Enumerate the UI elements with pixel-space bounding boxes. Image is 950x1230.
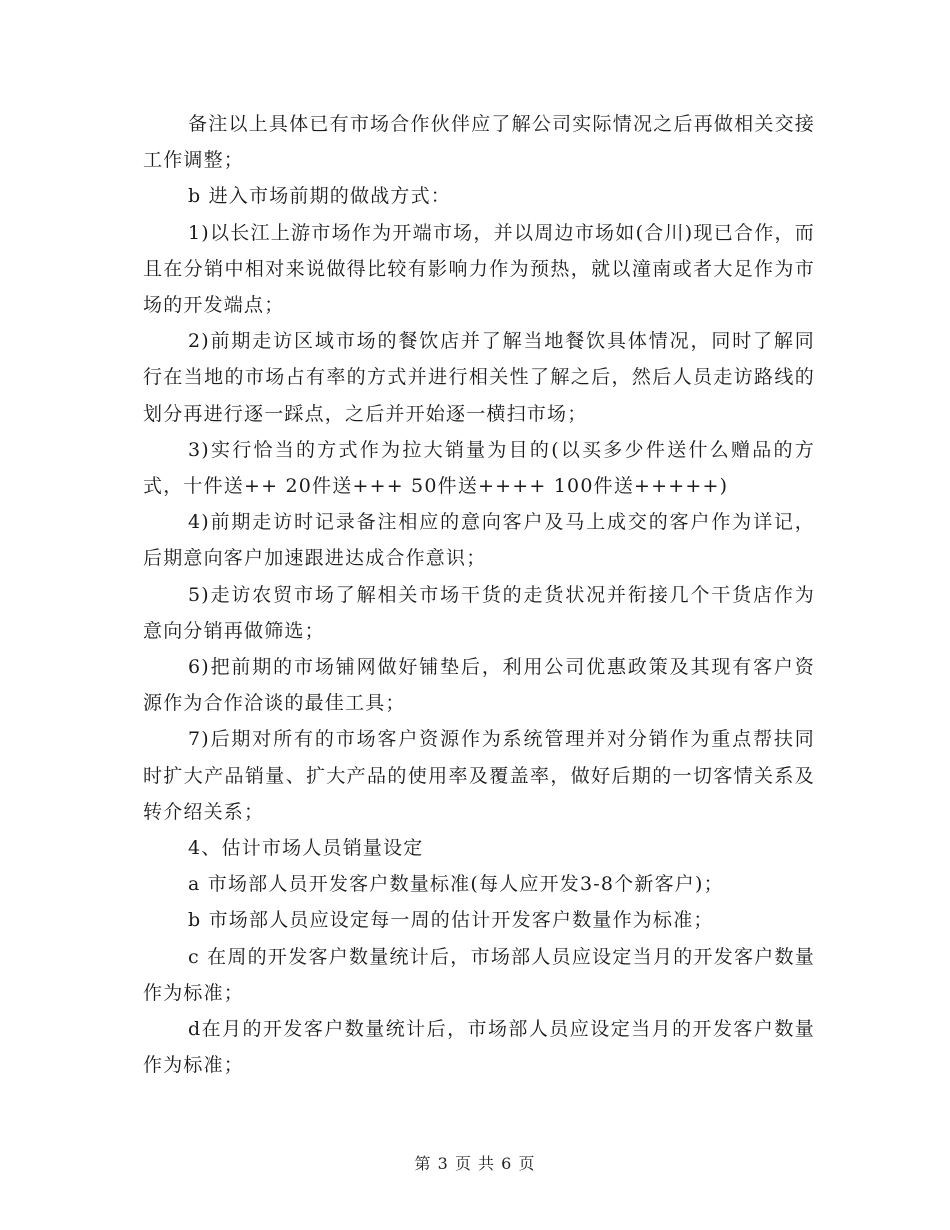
paragraph-2-visit-restaurants: 2)前期走访区域市场的餐饮店并了解当地餐饮具体情况，同时了解同行在当地的市场占有率的方式并进行相关性了解之后，然后人员走访路线的划分再进行逐一踩点，之后并开始逐一横扫市场；: [143, 330, 815, 425]
footer-prefix: 第: [414, 1154, 432, 1173]
paragraph-b-weekly-target: b 市场部人员应设定每一周的估计开发客户数量作为标准；: [188, 909, 714, 932]
paragraph-c-monthly-target: c 在周的开发客户数量统计后，市场部人员应设定当月的开发客户数量作为标准；: [143, 945, 815, 1004]
page-number-footer: [0, 1152, 950, 1176]
footer-page-label: 页: [454, 1154, 472, 1173]
paragraph-1-starting-market: 1)以长江上游市场作为开端市场，并以周边市场如(合川)现已合作，而且在分销中相对来说做得比较有影响力作为预热，就以潼南或者大足作为市场的开发端点；: [143, 221, 815, 317]
paragraph-3-promotion-method: 3)实行恰当的方式作为拉大销量为目的(以买多少件送什么赠品的方式，十件送++ 20件送+++ 50件送++++ 100件送+++++): [143, 438, 815, 498]
paragraph-5-farmers-market: 5)走访农贸市场了解相关市场干货的走货状况并衔接几个干货店作为意向分销再做筛选；: [143, 583, 815, 642]
paragraph-a-customer-standard: a 市场部人员开发客户数量标准(每人应开发3-8个新客户)；: [188, 873, 724, 896]
section-heading-sales-targets: 4、估计市场人员销量设定: [188, 837, 424, 860]
footer-total-label: 页: [518, 1154, 536, 1173]
footer-current-page: 3: [437, 1154, 449, 1173]
footer-total-prefix: 共: [478, 1154, 496, 1173]
paragraph-6-market-network: 6)把前期的市场铺网做好铺垫后，利用公司优惠政策及其现有客户资源作为合作洽谈的最佳工具；: [143, 656, 815, 715]
document-body: [143, 106, 815, 1083]
paragraph-note-handover: 备注以上具体已有市场合作伙伴应了解公司实际情况之后再做相关交接工作调整；: [143, 113, 815, 172]
paragraph-7-system-management: 7)后期对所有的市场客户资源作为系统管理并对分销作为重点帮扶同时扩大产品销量、扩大产品的使用率及覆盖率，做好后期的一切客情关系及转介绍关系；: [143, 728, 815, 823]
paragraph-d-monthly-standard: d在月的开发客户数量统计后，市场部人员应设定当月的开发客户数量作为标准；: [143, 1018, 815, 1077]
footer-total-pages: 6: [501, 1154, 513, 1173]
paragraph-4-record-customers: 4)前期走访时记录备注相应的意向客户及马上成交的客户作为详记，后期意向客户加速跟进达成合作意识；: [143, 511, 815, 570]
paragraph-b-early-strategy: b 进入市场前期的做战方式：: [188, 185, 452, 208]
